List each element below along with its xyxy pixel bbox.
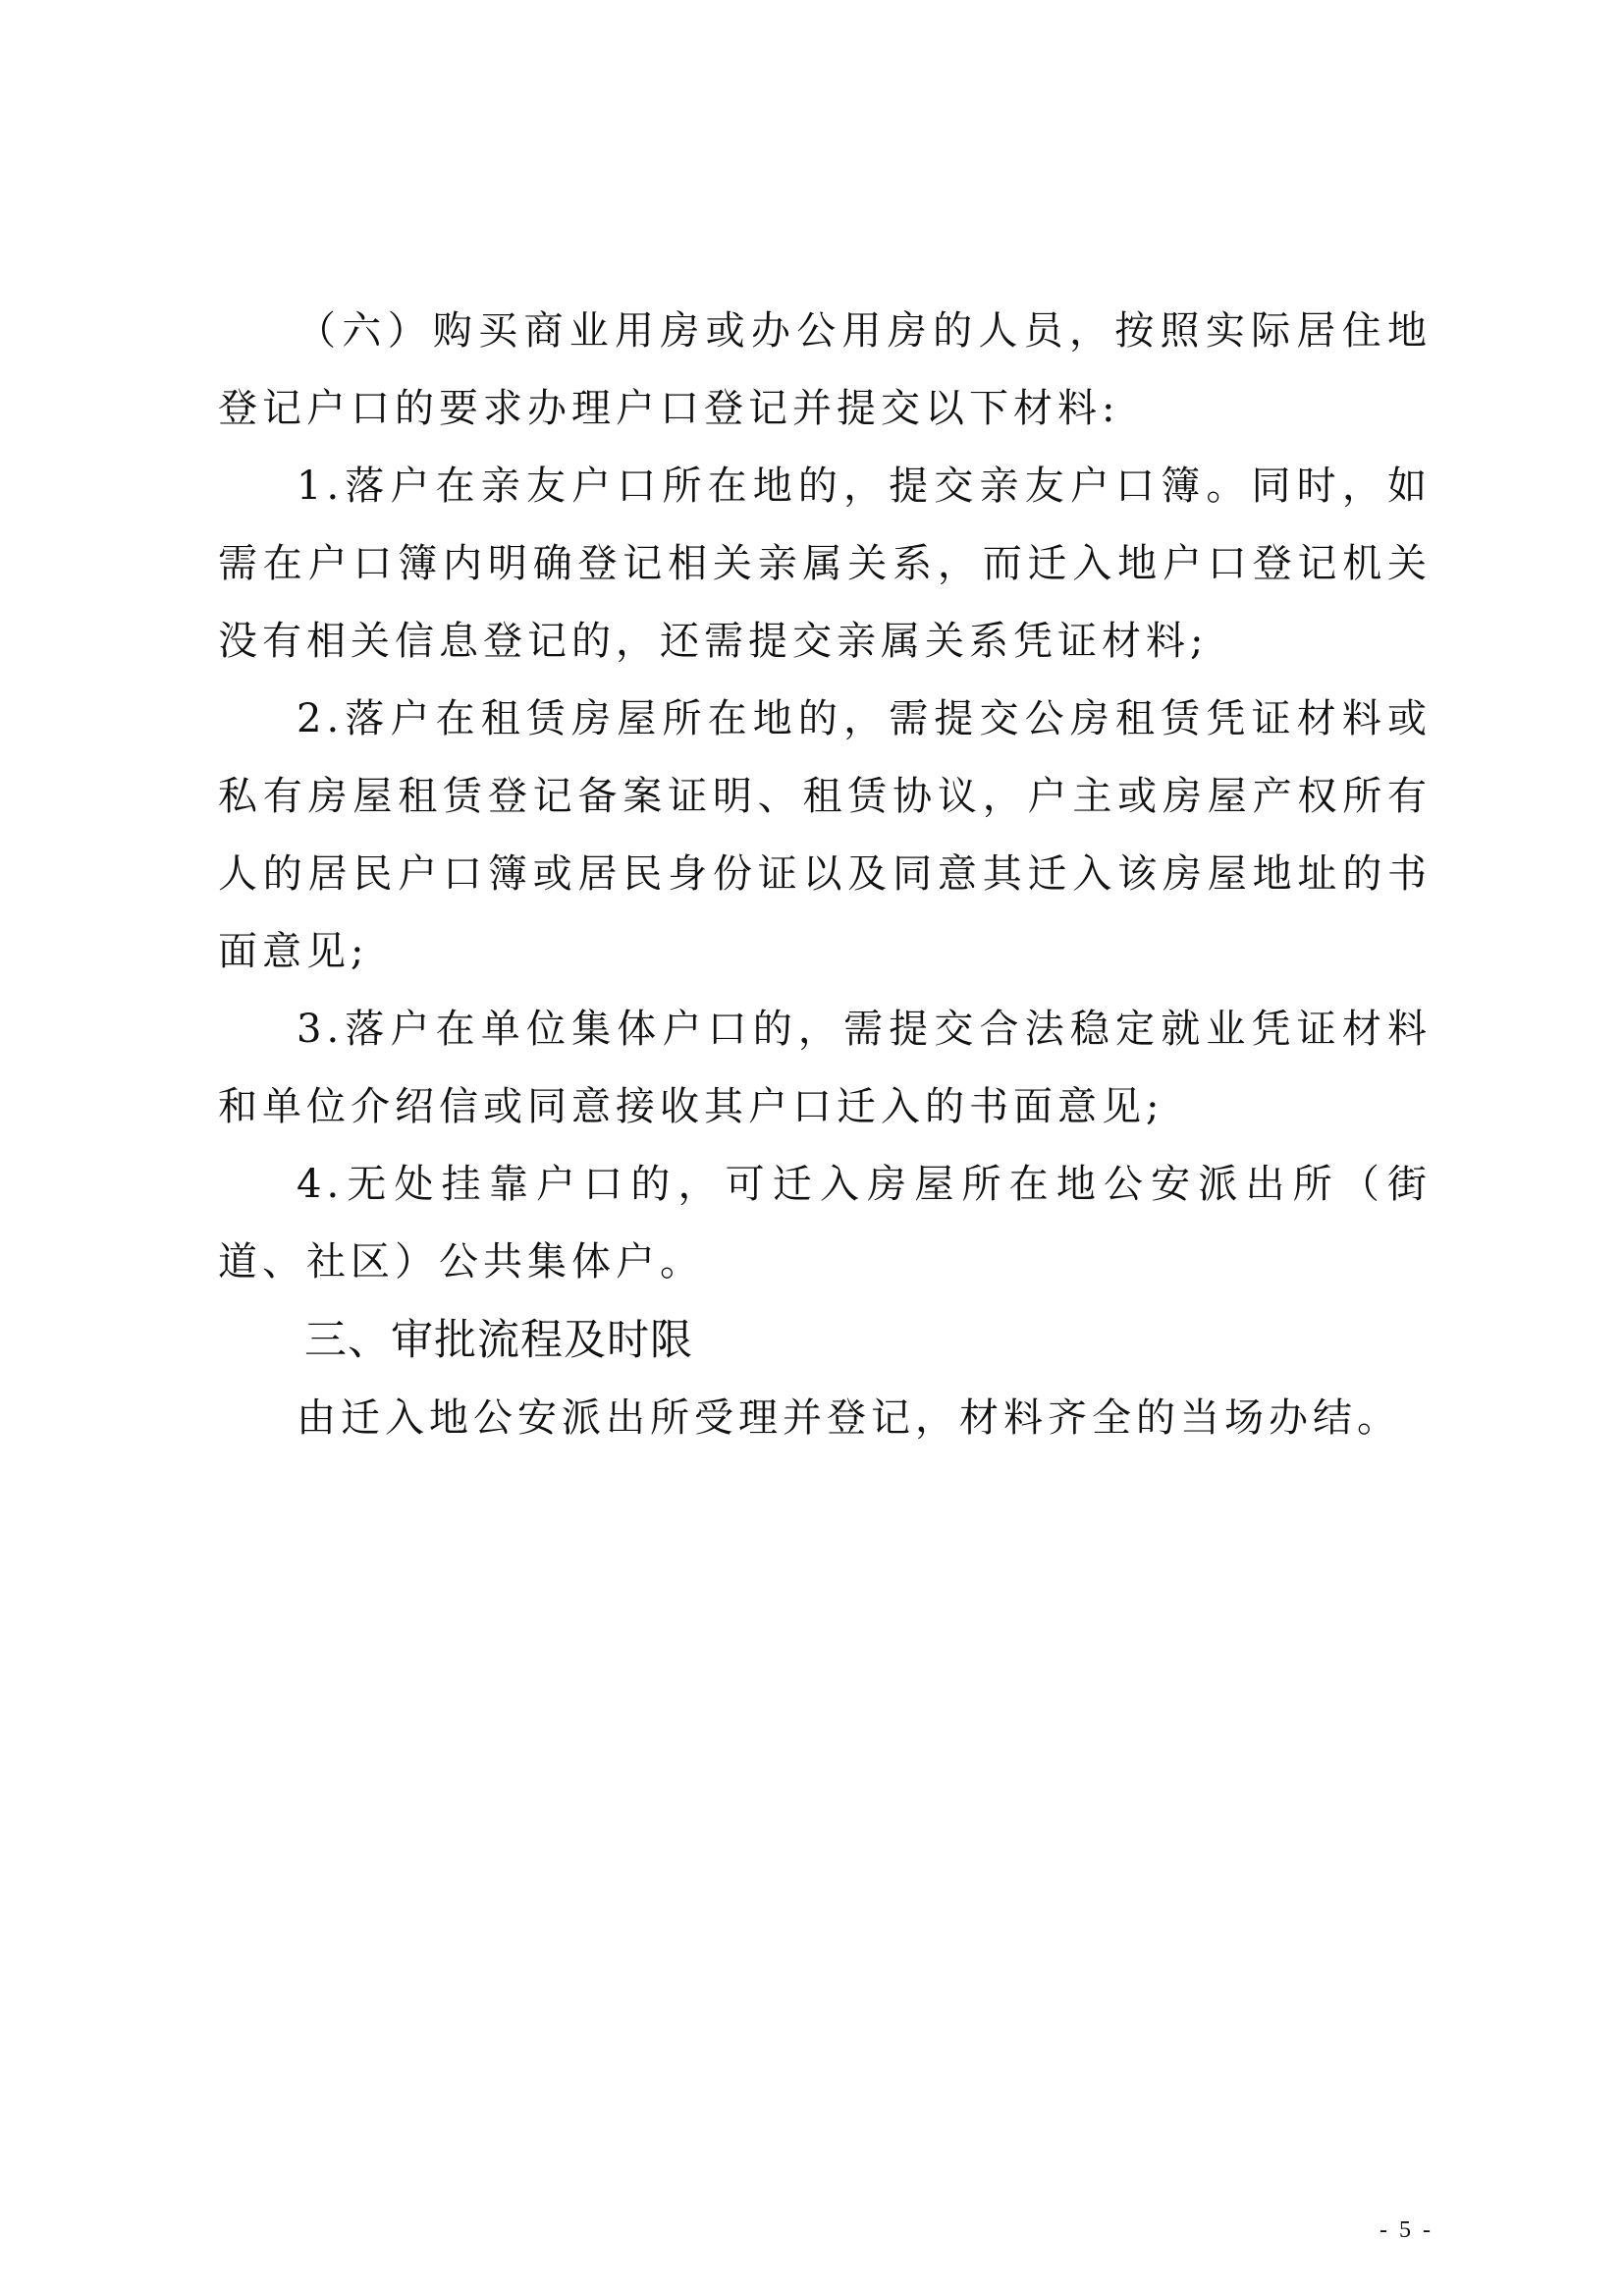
paragraph-purchase-commercial-housing: （六）购买商业用房或办公用房的人员，按照实际居住地登记户口的要求办理户口登记并提交以下材料:: [218, 308, 1432, 431]
paragraph-item-1-relatives: 1.落户在亲友户口所在地的，提交亲友户口簿。同时，如需在户口簿内明确登记相关亲属关系，而迁入地户口登记机关没有相关信息登记的，还需提交亲属关系凭证材料;: [218, 464, 1432, 664]
document-body: [218, 293, 1432, 1457]
paragraph-approval-process: 由迁入地公安派出所受理并登记，材料齐全的当场办结。: [297, 1395, 1401, 1441]
paragraph-item-3-unit-collective: 3.落户在单位集体户口的，需提交合法稳定就业凭证材料和单位介绍信或同意接收其户口迁入的书面意见;: [218, 1007, 1432, 1129]
paragraph-item-4-public-collective: 4.无处挂靠户口的，可迁入房屋所在地公安派出所（街道、社区）公共集体户。: [218, 1162, 1432, 1285]
section-heading-approval-process: 三、审批流程及时限: [304, 1316, 693, 1365]
page-number: - 5 -: [1380, 2217, 1434, 2243]
paragraph-item-2-rented-housing: 2.落户在租赁房屋所在地的，需提交公房租赁凭证材料或私有房屋租赁登记备案证明、租赁协议，户主或房屋产权所有人的居民户口簿或居民身份证以及同意其迁入该房屋地址的书面意见;: [218, 696, 1432, 974]
